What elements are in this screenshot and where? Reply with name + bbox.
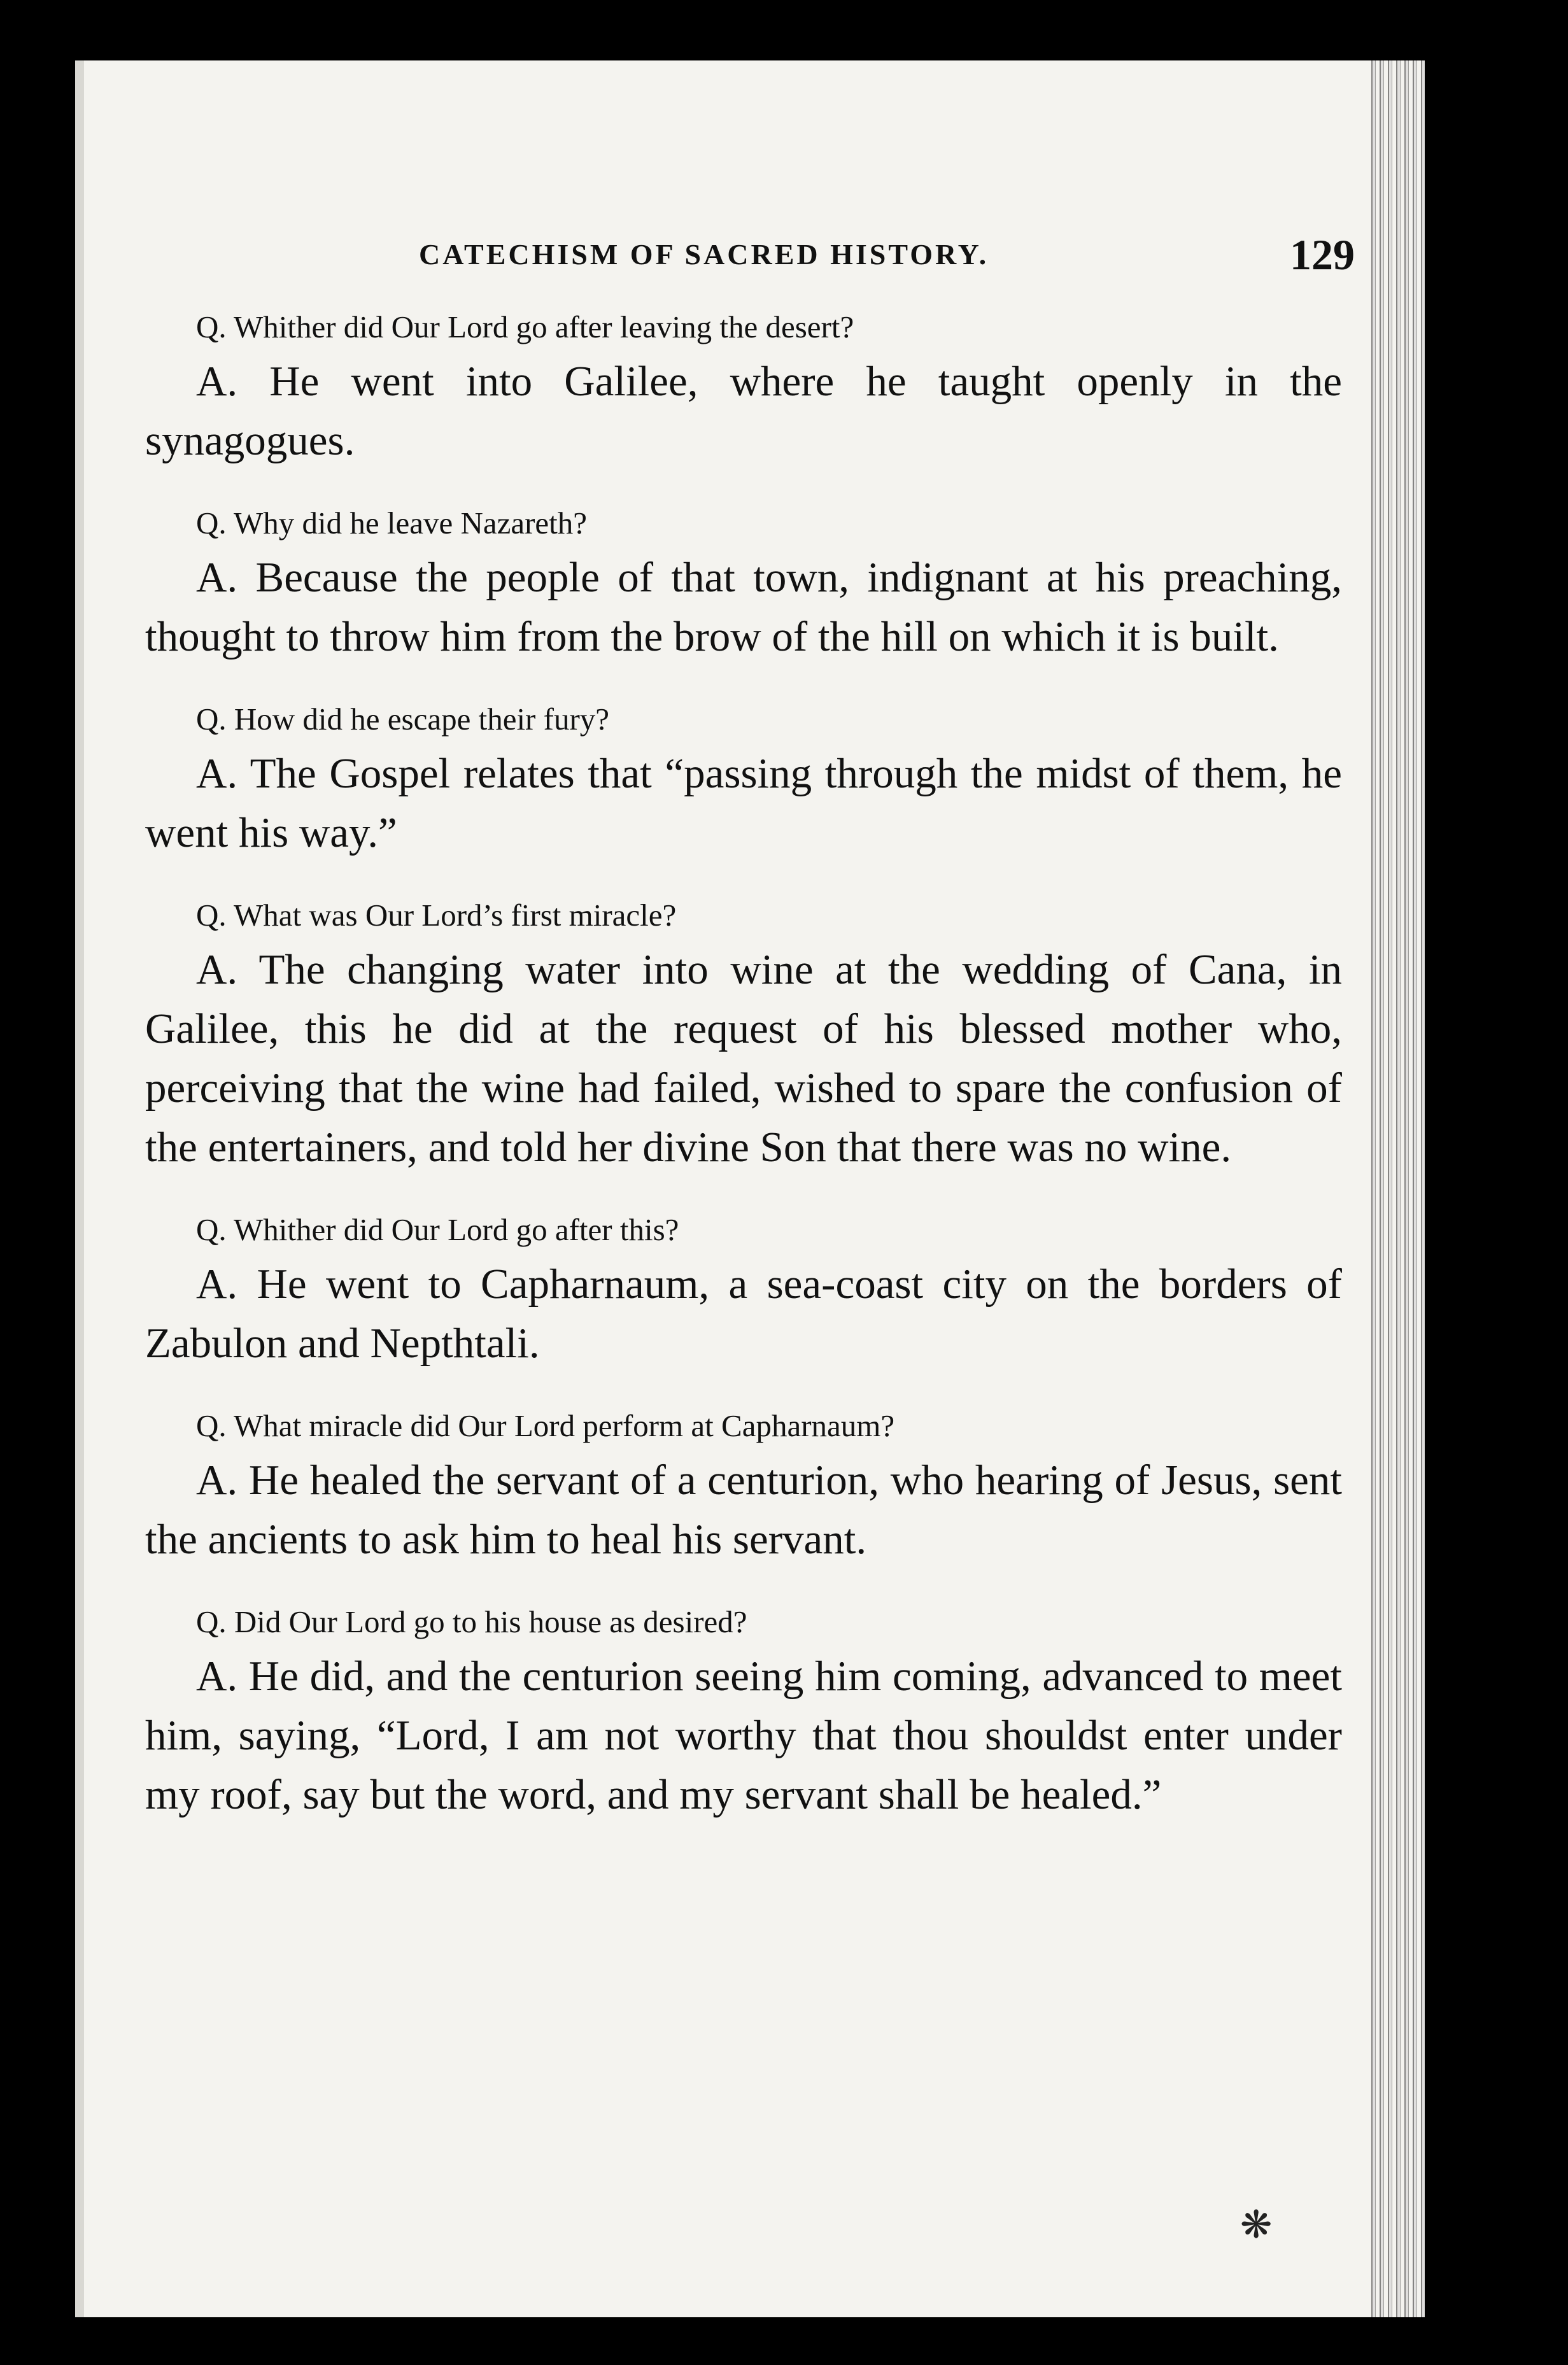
catechism-text [145,302,1342,1825]
page-gutter [75,60,84,2317]
page-header [349,220,1367,290]
running-head: CATECHISM OF SACRED HISTORY. [419,238,989,271]
question: Q. How did he escape their fury? [196,702,610,737]
question: Q. Why did he leave Nazareth? [196,505,588,540]
question: Q. What was Our Lord’s first miracle? [196,898,677,933]
answer: A. He went into Galilee, where he taught openly in the synagogues. [145,358,1342,464]
qa-block [145,1205,1342,1373]
qa-block [145,891,1342,1177]
book-page [75,60,1425,2317]
answer: A. He did, and the centurion seeing him coming, advanced to meet him, saying, “Lord, I am not worthy that thou shouldst enter under my roof, say but the word, and my servant shall be healed.” [145,1653,1342,1818]
ornament-mark-icon: ❋ [1240,2203,1273,2247]
question: Q. Whither did Our Lord go after leaving the desert? [196,309,854,344]
question: Q. Whither did Our Lord go after this? [196,1212,679,1247]
answer: A. The Gospel relates that “passing through the midst of them, he went his way.” [145,750,1342,856]
answer: A. He went to Capharnaum, a sea-coast city on the borders of Zabulon and Nepthtali. [145,1260,1342,1367]
page-edge-shadow [1367,60,1425,2317]
question: Q. Did Our Lord go to his house as desired? [196,1604,747,1639]
qa-block [145,498,1342,667]
qa-block [145,695,1342,863]
qa-block [145,1597,1342,1825]
answer: A. Because the people of that town, indignant at his preaching, thought to throw him from the brow of the hill on which it is built. [145,554,1342,660]
answer: A. The changing water into wine at the wedding of Cana, in Galilee, this he did at the request of his blessed mother who, perceiving that the wine had failed, wished to spare the confusion of the entertainers, and told her divine Son that there was no wine. [145,946,1342,1171]
qa-block [145,1401,1342,1569]
qa-block [145,302,1342,470]
answer: A. He healed the servant of a centurion, who hearing of Jesus, sent the ancients to ask him to heal his servant. [145,1457,1342,1563]
question: Q. What miracle did Our Lord perform at Capharnaum? [196,1408,895,1443]
page-number: 129 [1290,230,1355,279]
